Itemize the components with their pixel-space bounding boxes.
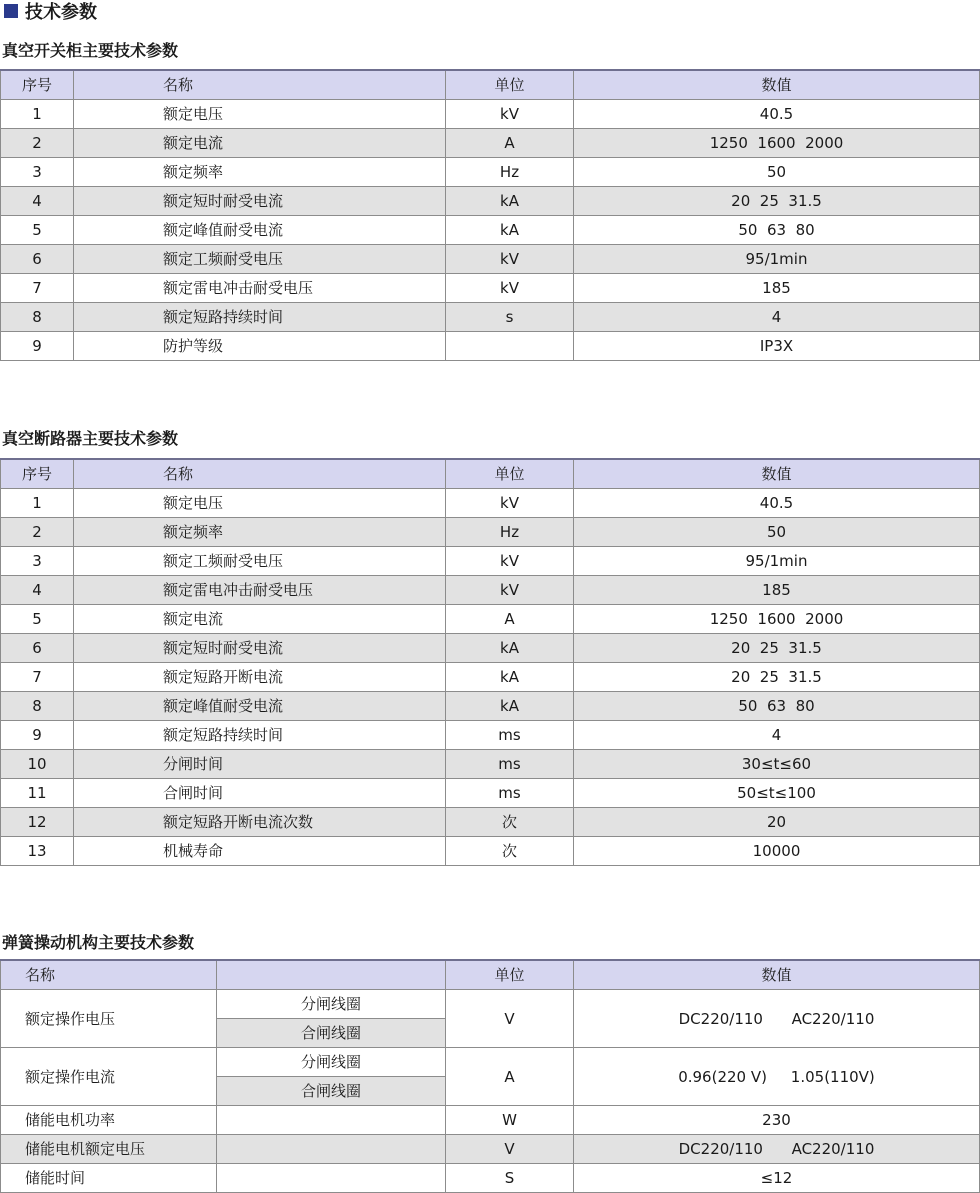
cell-value: 20 [574,808,980,837]
table-row [1,605,980,634]
table-row [1,634,980,663]
cell-name: 储能电机功率 [1,1106,217,1135]
cell-unit: kA [446,187,574,216]
cell-unit: V [446,990,574,1048]
cell-value: 50≤t≤100 [574,779,980,808]
header-index: 序号 [1,70,74,100]
cell-name: 额定峰值耐受电流 [74,692,446,721]
mechanism-table-title: 弹簧操动机构主要技术参数 [2,933,195,952]
cell-index: 9 [1,721,74,750]
table-row [1,547,980,576]
cell-unit: Hz [446,158,574,187]
cell-sub: 分闸线圈 [217,1048,446,1077]
table-row [1,489,980,518]
cell-name: 储能电机额定电压 [1,1135,217,1164]
table-row [1,1048,980,1077]
table-row [1,303,980,332]
table-row [1,779,980,808]
header-index: 序号 [1,459,74,489]
cell-unit: W [446,1106,574,1135]
table-header-row [1,960,980,990]
cell-unit: kV [446,245,574,274]
cell-value: 230 [574,1106,980,1135]
cell-unit: A [446,1048,574,1106]
cell-value: ≤12 [574,1164,980,1193]
cell-unit: kV [446,547,574,576]
cell-empty [217,1164,446,1193]
cell-index: 6 [1,245,74,274]
cell-unit: V [446,1135,574,1164]
cell-value: 10000 [574,837,980,866]
table-row [1,663,980,692]
cell-value: 50 63 80 [574,216,980,245]
cell-unit: 次 [446,808,574,837]
cell-name: 额定雷电冲击耐受电压 [74,274,446,303]
cell-value: 185 [574,576,980,605]
cell-name: 额定短路开断电流 [74,663,446,692]
table-row [1,216,980,245]
cell-unit: s [446,303,574,332]
header-empty [217,960,446,990]
header-value: 数值 [574,459,980,489]
cell-name: 额定操作电压 [1,990,217,1048]
cell-name: 额定工频耐受电压 [74,547,446,576]
cell-unit: kA [446,663,574,692]
cell-value: 95/1min [574,547,980,576]
cell-name: 防护等级 [74,332,446,361]
table-header-row [1,459,980,489]
cell-name: 额定电压 [74,100,446,129]
cell-index: 3 [1,547,74,576]
table-row [1,129,980,158]
cell-name: 分闸时间 [74,750,446,779]
cell-index: 2 [1,129,74,158]
cell-unit: kV [446,274,574,303]
cell-name: 额定频率 [74,518,446,547]
cell-value: 40.5 [574,489,980,518]
cell-value: DC220/110 AC220/110 [574,990,980,1048]
cell-value: IP3X [574,332,980,361]
header-unit: 单位 [446,960,574,990]
cell-name: 额定短路持续时间 [74,303,446,332]
cell-value: 50 [574,518,980,547]
cell-unit: A [446,129,574,158]
table-row [1,808,980,837]
breaker-table [0,458,980,866]
header-value: 数值 [574,960,980,990]
cell-index: 7 [1,274,74,303]
cell-name: 额定短时耐受电流 [74,634,446,663]
cell-index: 5 [1,605,74,634]
header-unit: 单位 [446,70,574,100]
cell-name: 机械寿命 [74,837,446,866]
cell-name: 额定工频耐受电压 [74,245,446,274]
cell-unit: 次 [446,837,574,866]
cell-value: 20 25 31.5 [574,187,980,216]
table-header-row [1,70,980,100]
cell-name: 额定雷电冲击耐受电压 [74,576,446,605]
cell-index: 2 [1,518,74,547]
cell-empty [217,1135,446,1164]
cell-empty [217,1106,446,1135]
table-row [1,332,980,361]
header-name: 名称 [74,70,446,100]
cell-index: 13 [1,837,74,866]
cell-index: 4 [1,187,74,216]
cell-unit: kV [446,576,574,605]
cell-name: 额定电流 [74,605,446,634]
cell-sub: 合闸线圈 [217,1077,446,1106]
cell-sub: 分闸线圈 [217,990,446,1019]
cell-value: 20 25 31.5 [574,663,980,692]
table-row [1,750,980,779]
section-bullet-icon [4,4,18,18]
table-row [1,721,980,750]
table-row [1,100,980,129]
cell-name: 额定电压 [74,489,446,518]
cell-value: 1250 1600 2000 [574,129,980,158]
cell-index: 10 [1,750,74,779]
cell-unit: Hz [446,518,574,547]
table-row [1,1164,980,1193]
mechanism-table [0,959,980,1193]
table-row [1,187,980,216]
section-header [4,0,97,22]
table-row [1,837,980,866]
cell-unit: ms [446,721,574,750]
cell-value: 50 [574,158,980,187]
cell-value: 20 25 31.5 [574,634,980,663]
cell-value: 30≤t≤60 [574,750,980,779]
table-row [1,245,980,274]
switchgear-table-title: 真空开关柜主要技术参数 [2,41,179,60]
cell-index: 8 [1,692,74,721]
cell-name: 额定操作电流 [1,1048,217,1106]
cell-index: 8 [1,303,74,332]
cell-index: 3 [1,158,74,187]
cell-unit [446,332,574,361]
cell-unit: kA [446,692,574,721]
cell-value: 4 [574,303,980,332]
cell-name: 额定频率 [74,158,446,187]
cell-value: 95/1min [574,245,980,274]
cell-name: 合闸时间 [74,779,446,808]
table-row [1,990,980,1019]
cell-name: 额定短时耐受电流 [74,187,446,216]
cell-name: 额定峰值耐受电流 [74,216,446,245]
header-unit: 单位 [446,459,574,489]
header-value: 数值 [574,70,980,100]
cell-index: 6 [1,634,74,663]
cell-value: 185 [574,274,980,303]
cell-unit: kA [446,216,574,245]
cell-unit: ms [446,750,574,779]
cell-name: 储能时间 [1,1164,217,1193]
cell-index: 9 [1,332,74,361]
cell-value: 1250 1600 2000 [574,605,980,634]
cell-value: 4 [574,721,980,750]
table-row [1,576,980,605]
table-row [1,518,980,547]
table-row [1,158,980,187]
switchgear-table [0,69,980,361]
cell-index: 11 [1,779,74,808]
cell-unit: kV [446,100,574,129]
table-row [1,1106,980,1135]
cell-value: DC220/110 AC220/110 [574,1135,980,1164]
cell-index: 7 [1,663,74,692]
cell-index: 5 [1,216,74,245]
cell-unit: kV [446,489,574,518]
cell-name: 额定短路持续时间 [74,721,446,750]
table-row [1,274,980,303]
cell-value: 0.96(220 V) 1.05(110V) [574,1048,980,1106]
cell-value: 50 63 80 [574,692,980,721]
cell-name: 额定电流 [74,129,446,158]
cell-index: 1 [1,100,74,129]
cell-index: 1 [1,489,74,518]
cell-value: 40.5 [574,100,980,129]
cell-name: 额定短路开断电流次数 [74,808,446,837]
table-row [1,1135,980,1164]
cell-sub: 合闸线圈 [217,1019,446,1048]
cell-index: 12 [1,808,74,837]
breaker-table-title: 真空断路器主要技术参数 [2,429,179,448]
header-name: 名称 [1,960,217,990]
header-name: 名称 [74,459,446,489]
cell-unit: kA [446,634,574,663]
cell-unit: S [446,1164,574,1193]
section-title: 技术参数 [25,2,97,23]
cell-index: 4 [1,576,74,605]
cell-unit: A [446,605,574,634]
table-row [1,692,980,721]
cell-unit: ms [446,779,574,808]
